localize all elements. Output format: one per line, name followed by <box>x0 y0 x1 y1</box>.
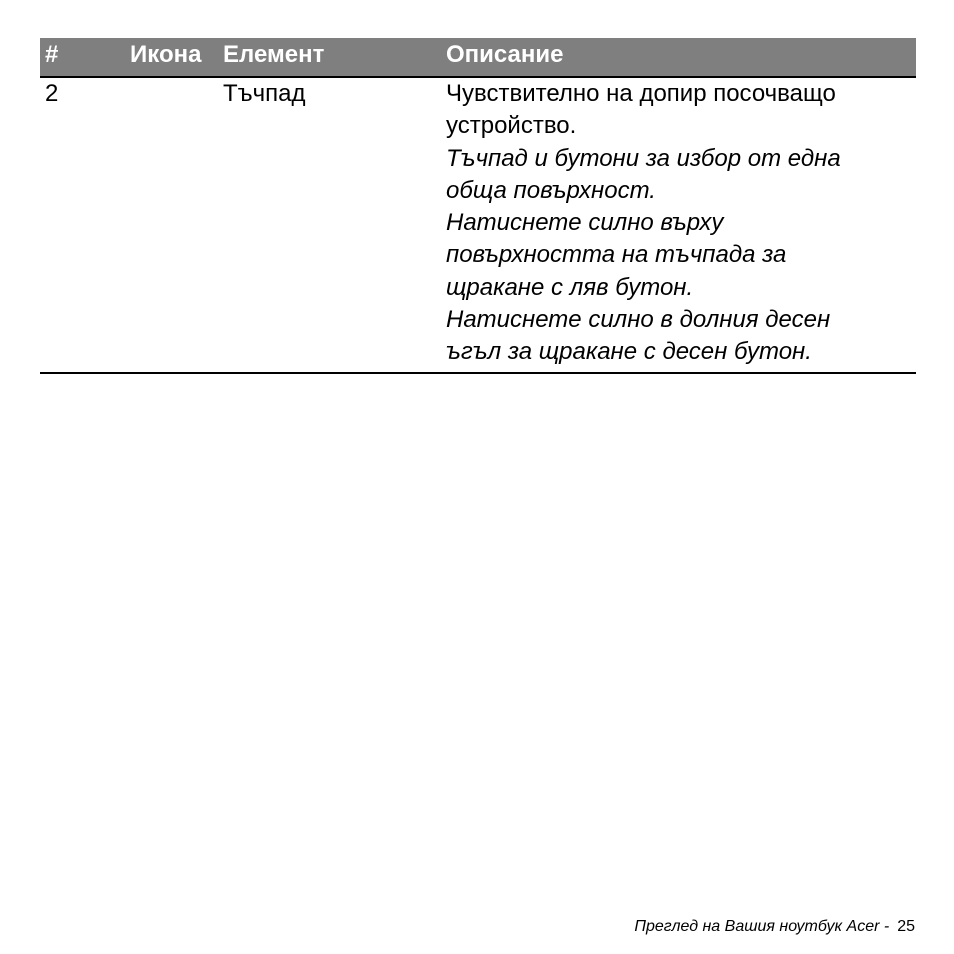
description-line: ъгъл за щракане с десен бутон. <box>446 338 812 366</box>
header-description: Описание <box>446 41 564 68</box>
description-line: Тъчпад и бутони за избор от една <box>446 144 841 172</box>
row-item: Тъчпад <box>223 80 306 107</box>
description-line: Чувствително на допир посочващо <box>446 80 836 107</box>
header-number: # <box>45 41 59 68</box>
description-line: Натиснете силно в долния десен <box>446 306 831 334</box>
feature-table <box>40 38 916 374</box>
header-icon: Икона <box>130 41 202 68</box>
description-line: повърхността на тъчпада за <box>446 241 787 269</box>
row-number: 2 <box>45 80 59 107</box>
table-header-row <box>40 38 916 78</box>
page-number: 25 <box>897 918 915 935</box>
description-line: щракане с ляв бутон. <box>446 273 694 301</box>
description-line: устройство. <box>446 112 577 140</box>
table-row <box>40 78 916 374</box>
header-item: Елемент <box>223 41 325 68</box>
description-line: обща повърхност. <box>446 176 656 204</box>
page-footer <box>634 917 915 937</box>
footer-title: Преглед на Вашия ноутбук Acer - <box>634 918 890 935</box>
description-line: Натиснете силно върху <box>446 209 724 237</box>
row-description <box>446 78 916 369</box>
